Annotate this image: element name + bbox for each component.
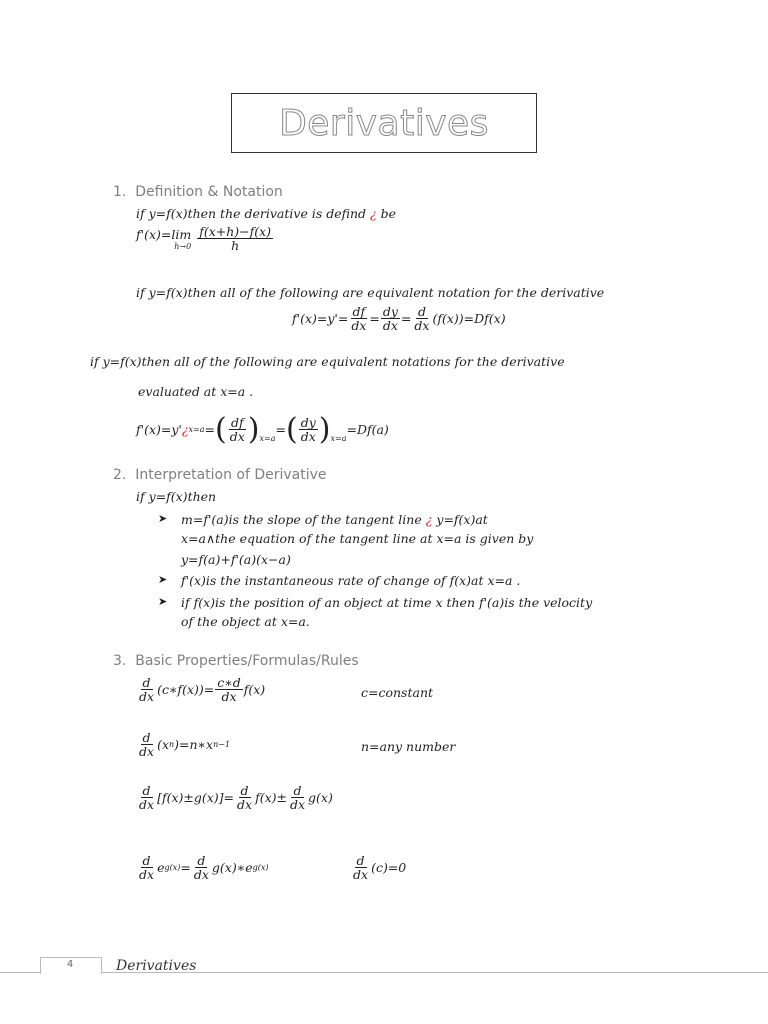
page-number: 4: [66, 959, 74, 970]
fraction-cd-dx: [215, 676, 243, 703]
section-number: 1.: [113, 184, 127, 200]
denominator: dx: [139, 689, 155, 705]
fraction-df-dx: [228, 416, 247, 443]
interpretation-intro: if y=f(x)then: [136, 489, 217, 504]
arrowhead-bullet-icon: ➤: [158, 573, 168, 586]
bullet-2: f'(x)is the instantaneous rate of change of f(x)at x=a .: [181, 573, 521, 588]
exponential-rule: [136, 854, 268, 881]
fraction-df-dx: [349, 305, 368, 332]
bullet-1-line-3: y=f(a)+f'(a)(x−a): [181, 552, 291, 567]
unknown-glyph: ¿: [425, 512, 433, 527]
fraction-d-dx: [137, 676, 156, 703]
fraction-d-dx: [137, 731, 156, 758]
text: =: [369, 311, 380, 327]
constant-multiple-rule: [136, 676, 265, 703]
numerator: df: [230, 414, 244, 430]
right-paren: ): [318, 412, 331, 447]
text: =Df(a): [346, 422, 389, 437]
arrowhead-bullet-icon: ➤: [158, 512, 168, 525]
evaluated-intro-line: if y=f(x)then all of the following are equivalent notations for the derivative: [90, 354, 565, 369]
numerator: d: [197, 853, 206, 868]
text: f(x)±: [255, 790, 287, 806]
unknown-glyph: ¿: [181, 422, 189, 437]
section-title: Interpretation of Derivative: [135, 467, 327, 483]
fraction-d-dx: [235, 784, 254, 811]
exponent: n: [169, 740, 175, 750]
text: m=f'(a)is the slope of the tangent line: [181, 512, 426, 527]
numerator: d: [356, 853, 365, 868]
power-note: n=any number: [361, 739, 456, 754]
subscript: x=a: [259, 434, 276, 443]
denominator: dx: [193, 867, 209, 883]
section-number: 2.: [113, 467, 127, 483]
denominator: dx: [221, 689, 237, 705]
denominator: dx: [414, 318, 430, 334]
notation-intro-line: if y=f(x)then all of the following are equivalent notation for the derivative: [136, 285, 605, 300]
sum-difference-rule: [136, 784, 333, 811]
denominator: dx: [382, 318, 398, 334]
text: e: [157, 860, 165, 876]
numerator: d: [142, 675, 151, 690]
numerator: df: [352, 304, 366, 319]
page-title: Derivatives: [279, 102, 489, 144]
evaluated-notation-formula: [136, 412, 389, 447]
numerator: d: [142, 730, 151, 745]
exponent: g(x): [252, 863, 269, 873]
section-1-heading: [113, 184, 283, 200]
fraction-dy-dx: [381, 305, 400, 332]
text: g(x): [308, 790, 333, 806]
fraction-d-dx: [137, 784, 156, 811]
section-3-heading: [113, 653, 359, 669]
numerator: dy: [300, 414, 316, 430]
evaluated-at-line: evaluated at x=a .: [138, 384, 254, 399]
text: if y=f(x)then the derivative is defind: [136, 206, 370, 221]
subscript: x=a: [188, 425, 205, 434]
numerator: dy: [382, 304, 398, 319]
text: f'(x)=y'=: [292, 311, 349, 327]
power-rule: [136, 731, 230, 758]
text: (x: [157, 737, 169, 753]
unknown-glyph: ¿: [370, 206, 377, 221]
numerator: d: [417, 304, 426, 319]
numerator: d: [142, 853, 151, 868]
notation-formula: [292, 305, 506, 332]
numerator: f(x+h)−f(x): [199, 224, 272, 239]
numerator: d: [240, 783, 249, 798]
fraction-d-dx: [192, 854, 211, 881]
denominator: dx: [351, 318, 367, 334]
limit-subscript: h→0: [174, 241, 192, 251]
difference-quotient: [197, 225, 273, 252]
denominator: dx: [139, 797, 155, 813]
exponent: n−1: [213, 740, 231, 750]
text: (f(x))=Df(x): [432, 311, 506, 327]
constant-rule: [350, 854, 406, 881]
arrowhead-bullet-icon: ➤: [158, 595, 168, 608]
text: =: [180, 860, 191, 876]
limit-definition-formula: [136, 225, 274, 252]
fraction-d-dx: [288, 784, 307, 811]
denominator: dx: [289, 797, 306, 813]
text: (c)=0: [371, 860, 407, 876]
text: be: [376, 206, 397, 221]
right-paren: ): [247, 412, 260, 447]
section-number: 3.: [113, 653, 127, 669]
definition-line: [136, 206, 396, 221]
fraction-d-dx: [412, 305, 431, 332]
fraction-dy-dx: [299, 416, 318, 443]
footer-title: Derivatives: [116, 958, 197, 974]
denominator: dx: [229, 429, 245, 444]
bullet-3-line-2: of the object at x=a.: [181, 614, 310, 629]
denominator: h: [231, 238, 240, 254]
bullet-1-line-2: x=a∧the equation of the tangent line at x=a is given by: [181, 531, 534, 546]
text: [f(x)±g(x)]=: [157, 790, 234, 806]
section-2-heading: [113, 467, 327, 483]
fraction-d-dx: [137, 854, 156, 881]
text: =: [275, 422, 286, 437]
subscript: x=a: [330, 434, 347, 443]
left-paren: (: [215, 412, 227, 447]
numerator: c∗d: [217, 675, 241, 690]
text: g(x)∗e: [211, 860, 253, 876]
title-box: [231, 93, 537, 153]
section-title: Basic Properties/Formulas/Rules: [135, 653, 359, 669]
text: f'(x)=y': [136, 422, 182, 437]
text: (c∗f(x))=: [157, 682, 215, 698]
numerator: d: [293, 783, 302, 798]
bullet-3-line-1: if f(x)is the position of an object at time x then f'(a)is the velocity: [181, 595, 593, 610]
text: )=n∗x: [174, 737, 214, 753]
numerator: d: [142, 783, 151, 798]
text: f(x): [243, 682, 266, 698]
exponent: g(x): [164, 863, 181, 873]
denominator: dx: [237, 797, 253, 813]
limit-term: [136, 227, 191, 251]
text: y=f(x)at: [432, 512, 488, 527]
text: =: [400, 311, 412, 327]
denominator: dx: [353, 867, 369, 883]
denominator: dx: [300, 429, 316, 444]
fraction-d-dx: [351, 854, 370, 881]
denominator: dx: [139, 867, 155, 883]
text: =: [204, 422, 216, 437]
section-title: Definition & Notation: [135, 184, 283, 200]
constant-note: c=constant: [361, 685, 434, 700]
denominator: dx: [139, 744, 155, 760]
left-paren: (: [285, 412, 298, 447]
text: f'(x)=lim: [136, 226, 192, 242]
bullet-1-line-1: [181, 512, 488, 527]
